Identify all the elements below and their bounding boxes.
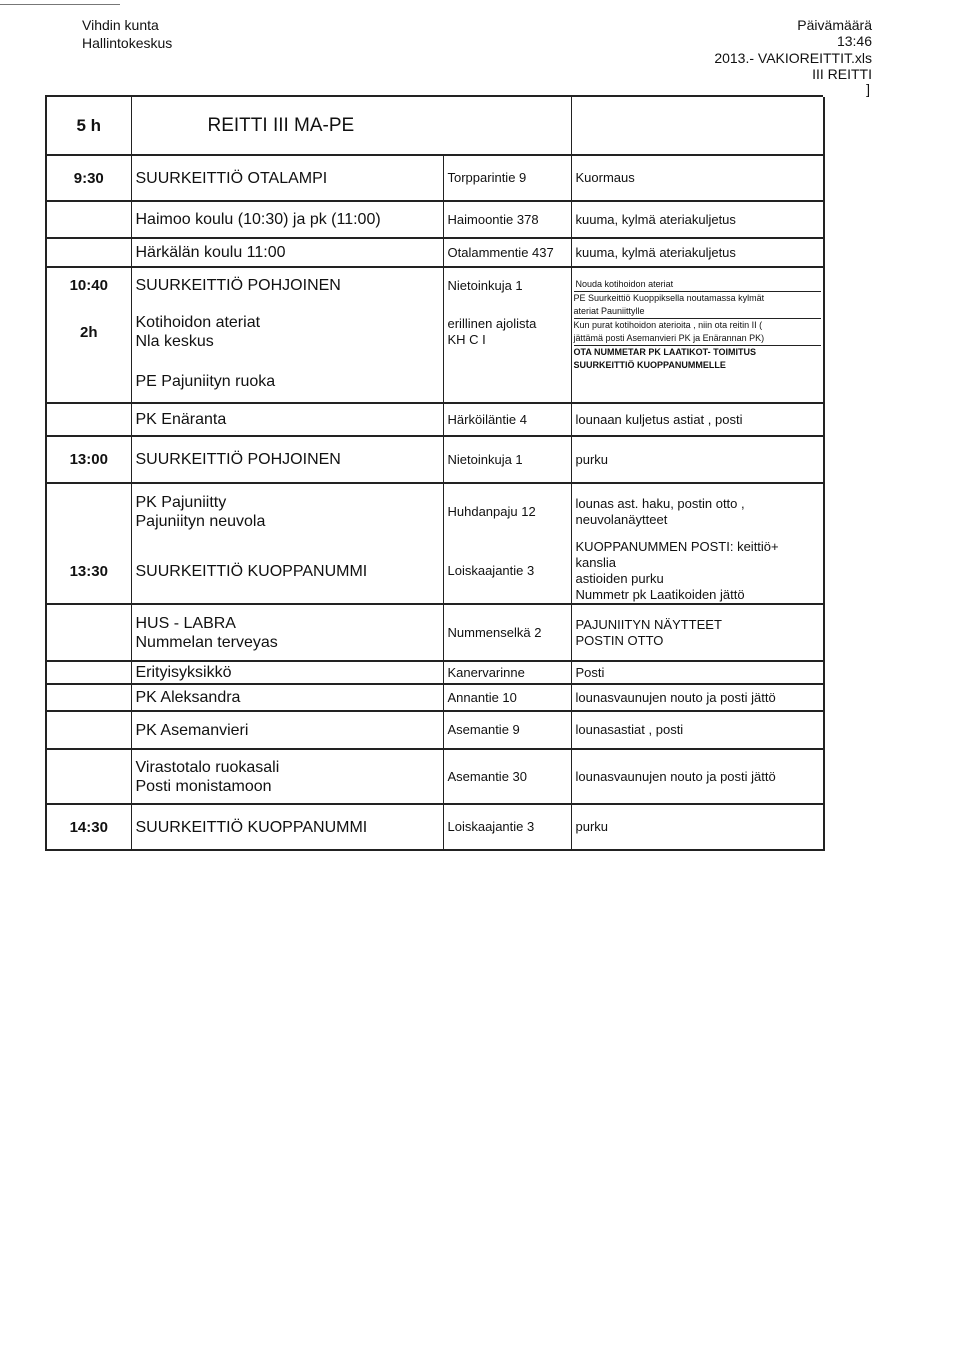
row-address: Annantie 10	[443, 684, 571, 711]
row-time	[46, 604, 131, 661]
row-notes	[571, 483, 824, 539]
notes-line: KUOPPANUMMEN POSTI: keittiö+ kanslia	[575, 539, 779, 570]
org-name: Vihdin kunta	[82, 17, 159, 33]
table-row	[46, 267, 824, 303]
row-time	[46, 238, 131, 267]
address-line: erillinen ajolista	[447, 316, 537, 331]
print-time: 13:46	[836, 33, 872, 49]
row-place: PE Pajuniityn ruoka	[131, 361, 443, 403]
row-time	[46, 749, 131, 804]
row-notes: Posti	[571, 661, 824, 684]
address-line: KH C I	[447, 332, 486, 347]
row-address: Kanervarinne	[443, 661, 571, 684]
row-notes: purku	[571, 804, 824, 850]
row-place	[131, 749, 443, 804]
row-place	[131, 604, 443, 661]
row-place	[131, 303, 443, 361]
route-table	[45, 97, 825, 851]
row-time	[46, 483, 131, 539]
note-line: Nouda kotihoidon ateriat	[575, 279, 674, 289]
row-place: PK Asemanvieri	[131, 711, 443, 749]
row-place	[131, 483, 443, 539]
dept-name: Hallintokeskus	[82, 35, 173, 51]
table-row	[46, 684, 824, 711]
date-label: Päivämäärä	[797, 17, 872, 33]
row-time: 14:30	[46, 804, 131, 850]
row-address: Loiskaajantie 3	[443, 804, 571, 850]
row-time: 13:00	[46, 436, 131, 483]
table-row	[46, 661, 824, 684]
row-notes	[571, 604, 824, 661]
row-address: Huhdanpaju 12	[443, 483, 571, 539]
row-place: PK Aleksandra	[131, 684, 443, 711]
title-empty	[571, 97, 824, 155]
note-line: jättämä posti Asemanvieri PK ja Enärannan PK)	[573, 333, 765, 343]
row-place: SUURKEITTIÖ POHJOINEN	[131, 267, 443, 303]
row-notes: lounasvaunujen nouto ja posti jättö	[571, 684, 824, 711]
row-time	[46, 684, 131, 711]
row-notes: lounasastiat , posti	[571, 711, 824, 749]
row-time	[46, 711, 131, 749]
row-address: Torpparintie 9	[443, 155, 571, 201]
row-address	[443, 303, 571, 361]
row-time	[46, 403, 131, 436]
row-notes: Kuormaus	[571, 155, 824, 201]
note-line: OTA NUMMETAR PK LAATIKOT- TOIMITUS	[574, 345, 822, 359]
table-row	[46, 436, 824, 483]
place-line: HUS - LABRA	[135, 614, 236, 632]
row-notes	[571, 539, 824, 604]
row-place: SUURKEITTIÖ OTALAMPI	[131, 155, 443, 201]
row-time	[46, 361, 131, 403]
place-line: Virastotalo ruokasali	[135, 758, 280, 776]
route-title: REITTI III MA-PE	[131, 97, 571, 155]
row-time: 13:30	[46, 539, 131, 604]
place-line: Nummelan terveyas	[135, 633, 278, 651]
route-duration: 5 h	[46, 97, 131, 155]
row-address: Nietoinkuja 1	[443, 436, 571, 483]
notes-line: astioiden purku	[575, 571, 664, 586]
row-time: 10:40	[46, 267, 131, 303]
table-row	[46, 539, 824, 604]
note-line: SUURKEITTIÖ KUOPPANUMMELLE	[573, 360, 726, 370]
row-notes: lounasvaunujen nouto ja posti jättö	[571, 749, 824, 804]
note-line: ateriat Pauniittylle	[573, 306, 645, 316]
place-line: Posti monistamoon	[135, 777, 272, 795]
place-line: Nla keskus	[135, 333, 214, 350]
note-line: PE Suurkeittiö Kuoppiksella noutamassa kylmät	[574, 291, 822, 305]
row-address: Asemantie 30	[443, 749, 571, 804]
row-time: 2h	[46, 303, 131, 361]
row-notes: purku	[571, 436, 824, 483]
place-line: Kotihoidon ateriat	[135, 314, 261, 331]
row-address: Loiskaajantie 3	[443, 539, 571, 604]
row-notes: kuuma, kylmä ateriakuljetus	[571, 238, 824, 267]
title-row	[46, 97, 824, 155]
table-row	[46, 483, 824, 539]
row-place: PK Enäranta	[131, 403, 443, 436]
table-row	[46, 711, 824, 749]
table-row	[46, 238, 824, 267]
place-line: Pajuniityn neuvola	[135, 512, 266, 530]
row-place: SUURKEITTIÖ KUOPPANUMMI	[131, 539, 443, 604]
table-row	[46, 403, 824, 436]
row-place: Haimoo koulu (10:30) ja pk (11:00)	[131, 201, 443, 238]
top-rule	[0, 4, 120, 5]
notes-line: PAJUNIITYN NÄYTTEET	[575, 616, 722, 632]
row-address: Asemantie 9	[443, 711, 571, 749]
row-address: Nietoinkuja 1	[443, 267, 571, 303]
row-time	[46, 201, 131, 238]
file-name: 2013.- VAKIOREITTIT.xls	[714, 50, 872, 66]
row-place: SUURKEITTIÖ POHJOINEN	[131, 436, 443, 483]
table-row	[46, 749, 824, 804]
table-row	[46, 201, 824, 238]
kotihoito-notes-cell	[571, 267, 824, 403]
bracket-mark: ]	[866, 81, 870, 97]
notes-line: neuvolanäytteet	[575, 511, 668, 527]
row-place: Härkälän koulu 11:00	[131, 238, 443, 267]
row-address	[443, 361, 571, 403]
notes-line: POSTIN OTTO	[575, 632, 664, 648]
row-address: Haimoontie 378	[443, 201, 571, 238]
table-row	[46, 155, 824, 201]
row-notes: lounaan kuljetus astiat , posti	[571, 403, 824, 436]
place-line: PK Pajuniitty	[135, 493, 227, 511]
sheet-name: III REITTI	[812, 66, 872, 82]
row-time	[46, 661, 131, 684]
notes-line: Nummetr pk Laatikoiden jättö	[575, 587, 745, 602]
row-address: Nummenselkä 2	[443, 604, 571, 661]
row-place: Erityisyksikkö	[131, 661, 443, 684]
row-address: Otalammentie 437	[443, 238, 571, 267]
row-notes: kuuma, kylmä ateriakuljetus	[571, 201, 824, 238]
row-place: SUURKEITTIÖ KUOPPANUMMI	[131, 804, 443, 850]
table-row	[46, 804, 824, 850]
table-row	[46, 604, 824, 661]
notes-line: lounas ast. haku, postin otto ,	[575, 495, 745, 511]
row-time: 9:30	[46, 155, 131, 201]
row-address: Härköiläntie 4	[443, 403, 571, 436]
note-line: Kun purat kotihoidon aterioita , niin ota reitin II (	[574, 318, 822, 332]
